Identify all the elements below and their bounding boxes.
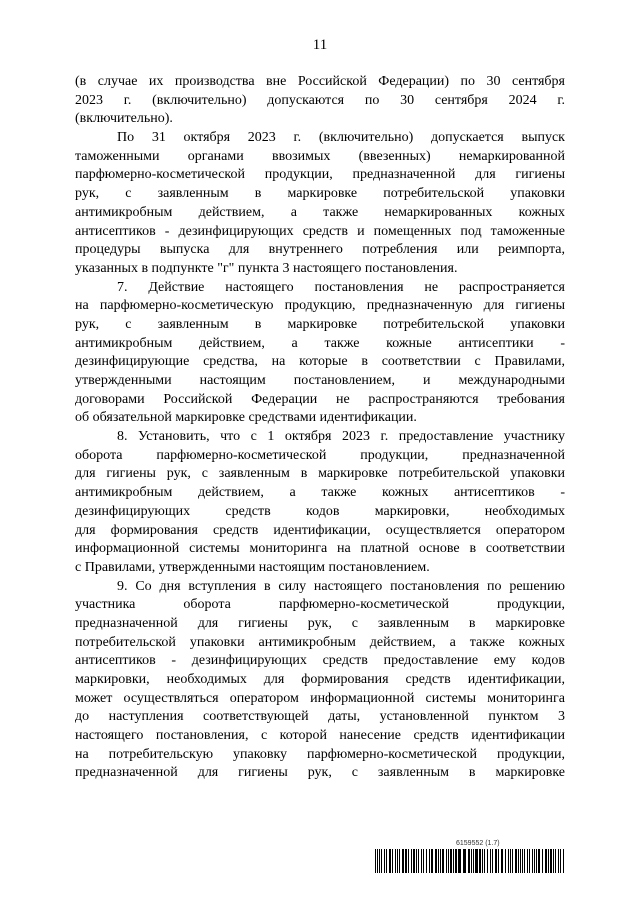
text-line: оборота парфюмерно-косметической продукции, предназначенной: [75, 447, 565, 463]
text-line: антимикробным действием, а также кожных антисептиков -: [75, 485, 565, 501]
text-line: процедуры выпуска для внутреннего потребления или реимпорта,: [75, 242, 565, 258]
text-line: потребительской упаковки антимикробным действием, а также кожных: [75, 634, 565, 650]
text-line: для формирования средств идентификации, осуществляется оператором: [75, 522, 565, 538]
text-line: на парфюмерно-косметическую продукцию, предназначенную для гигиены: [75, 298, 565, 314]
text-line: 8. Установить, что с 1 октября 2023 г. предоставление участнику: [117, 429, 565, 445]
barcode-image: [375, 849, 565, 873]
document-body: [75, 73, 565, 783]
text-line: информационной системы мониторинга на платной основе в соответствии: [75, 541, 565, 557]
text-line: на потребительскую упаковку парфюмерно-косметической продукции,: [75, 746, 565, 762]
text-line: 9. Со дня вступления в силу настоящего постановления по решению: [117, 578, 565, 594]
text-line: дезинфицирующие средства, на которые в соответствии с Правилами,: [75, 354, 565, 370]
text-line: (в случае их производства вне Российской Федерации) по 30 сентября: [75, 74, 565, 89]
text-line: утвержденными настоящим постановлением, и международными: [75, 373, 565, 388]
text-line: настоящего постановления, с которой нанесение средств идентификации: [75, 728, 565, 744]
text-line: предназначенной для гигиены рук, с заявленным в маркировке: [75, 765, 565, 781]
document-code: 6159552 (1.7): [456, 840, 500, 847]
text-line: маркировки, необходимых для формирования средств идентификации,: [75, 672, 565, 687]
text-line: антисептиков - дезинфицирующих средств и помещенных под таможенные: [75, 223, 565, 239]
text-line: По 31 октября 2023 г. (включительно) допускается выпуск: [117, 130, 565, 146]
text-line: с Правилами, утвержденными настоящим постановлением.: [75, 559, 430, 575]
text-line: антимикробным действием, а также немаркированных кожных: [75, 204, 565, 220]
text-line: до наступления соответствующей даты, установленной пунктом 3: [75, 709, 565, 725]
text-line: участника оборота парфюмерно-косметической продукции,: [75, 597, 565, 613]
text-line: таможенными органами ввозимых (ввезенных) немаркированной: [75, 148, 565, 164]
text-line: антисептиков - дезинфицирующих средств предоставление ему кодов: [75, 653, 565, 669]
text-line: об обязательной маркировке средствами идентификации.: [75, 410, 417, 426]
text-line: антимикробным действием, а также кожные антисептики -: [75, 335, 565, 351]
text-line: рук, с заявленным в маркировке потребительской упаковки: [75, 316, 565, 332]
text-line: парфюмерно-косметической продукции, предназначенной для гигиены: [75, 167, 565, 183]
text-line: рук, с заявленным в маркировке потребительской упаковки: [75, 186, 565, 202]
text-line: предназначенной для гигиены рук, с заявленным в маркировке: [75, 615, 565, 631]
text-line: (включительно).: [75, 111, 173, 127]
page-number: 11: [312, 37, 328, 53]
text-line: 2023 г. (включительно) допускаются по 30 сентября 2024 г.: [75, 92, 565, 108]
text-line: договорами Российской Федерации не распространяются требования: [75, 391, 565, 407]
text-line: для гигиены рук, с заявленным в маркировке потребительской упаковки: [75, 466, 565, 482]
text-line: 7. Действие настоящего постановления не распространяется: [117, 279, 565, 295]
text-line: может осуществляться оператором информационной системы мониторинга: [75, 690, 565, 706]
text-line: указанных в подпункте "г" пункта 3 настоящего постановления.: [75, 260, 458, 276]
text-line: дезинфицирующих средств кодов маркировки, необходимых: [75, 503, 565, 519]
